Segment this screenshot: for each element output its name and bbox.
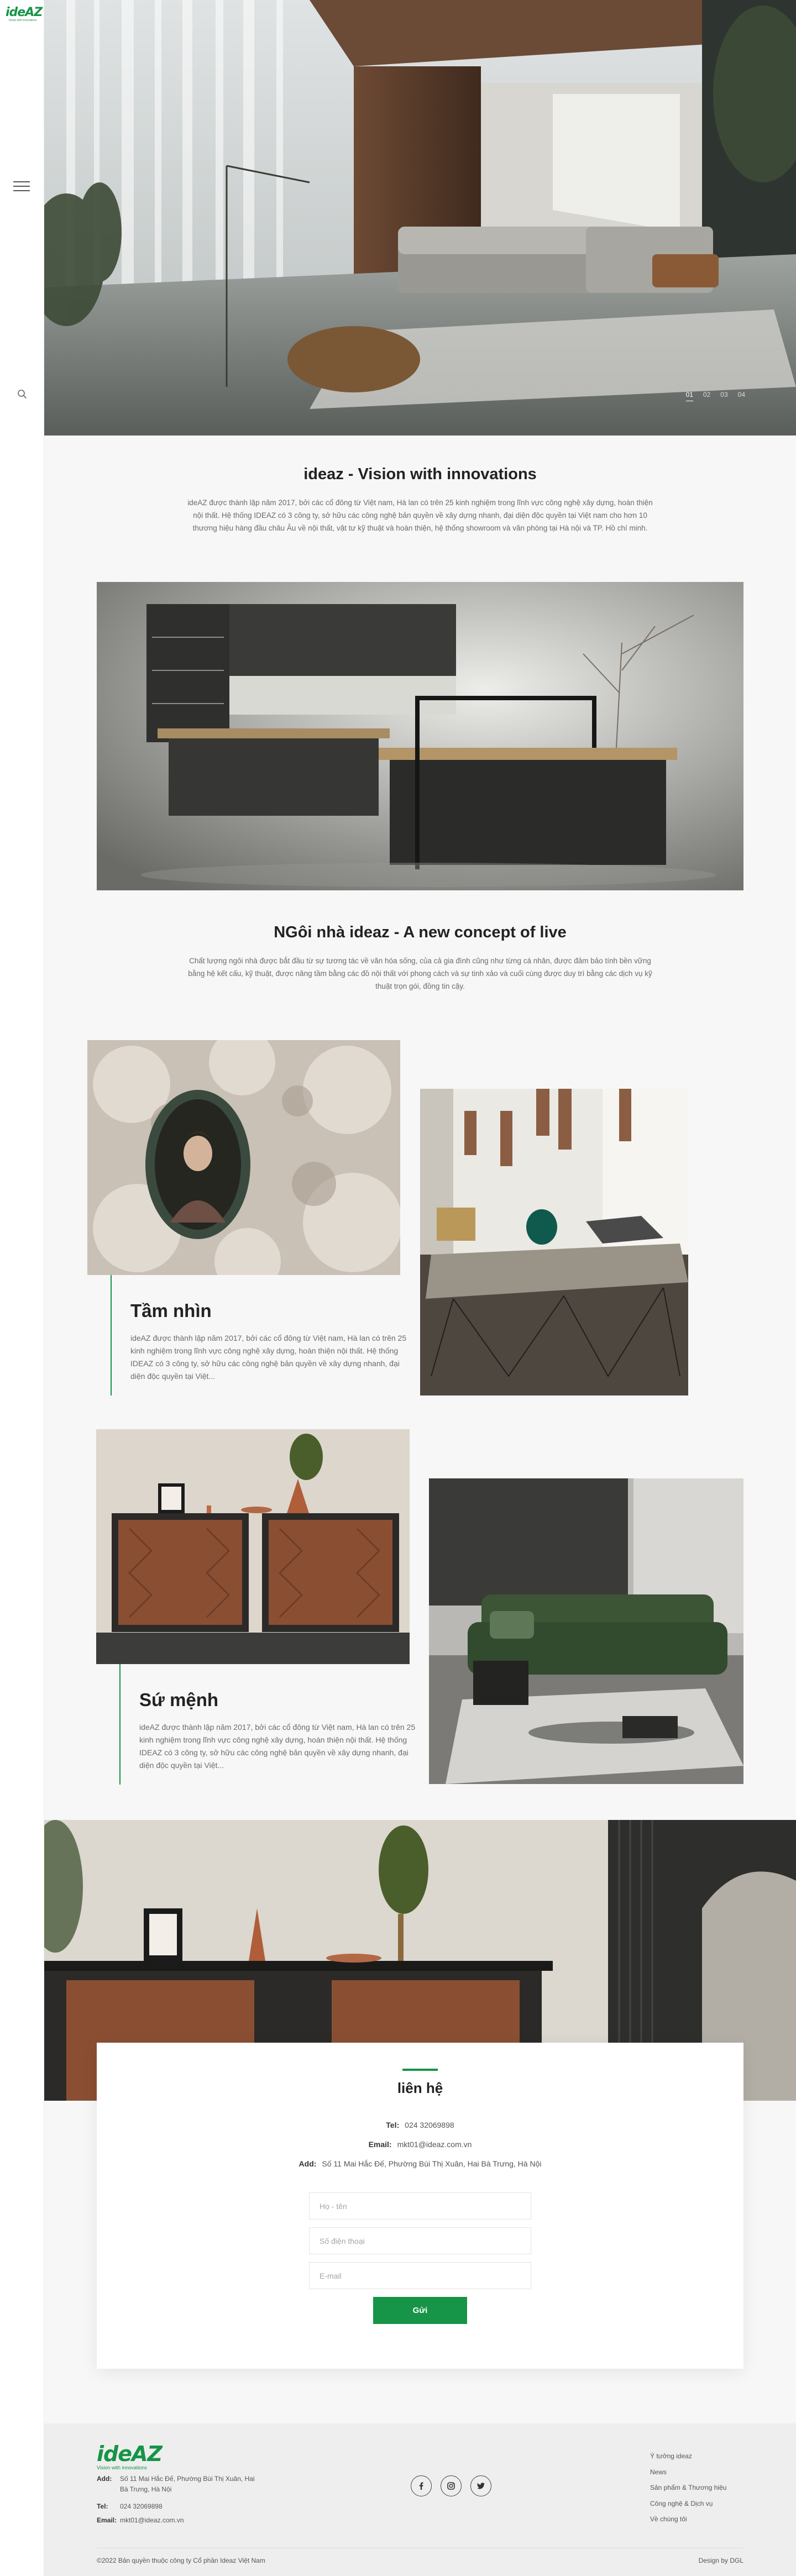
concept-title: NGôi nhà ideaz - A new concept of live (274, 924, 567, 941)
name-input[interactable] (309, 2192, 531, 2220)
footer-link-products-brands[interactable]: Sản phẩm & Thương hiệu (650, 2484, 727, 2491)
mission-title: Sứ mệnh (139, 1690, 219, 1710)
mission-text: ideAZ được thành lập năm 2017, bởi các cổ đông từ Việt nam, Hà lan có trên 25 kinh nghiệm trong lĩnh vực công nghệ xây dựng, hoàn thiện nội thất. Hệ thống IDEAZ có 3 công ty, sở hữu các công nghệ bản quyền về xây dựng nhanh, đại diện độc quyền tại Việt... (139, 1723, 416, 1770)
vision-table-image (420, 1089, 688, 1395)
instagram-icon[interactable] (441, 2475, 462, 2496)
email-input[interactable] (309, 2262, 531, 2289)
contact-address-label: Add: (298, 2159, 317, 2168)
contact-address-row (97, 2159, 743, 2168)
search-icon[interactable] (17, 389, 28, 400)
footer-link-ideaz-idea[interactable]: Ý tưởng ideaz (650, 2452, 692, 2460)
footer-email-label: Email: (97, 2516, 117, 2524)
hero-banner (44, 0, 796, 436)
slider-dot-1[interactable]: 01 (686, 391, 693, 401)
kitchen-image (97, 582, 743, 890)
facebook-icon[interactable] (411, 2475, 432, 2496)
hamburger-icon[interactable] (12, 178, 31, 195)
footer-link-news[interactable]: News (650, 2468, 667, 2476)
submit-button[interactable]: Gửi (373, 2297, 467, 2324)
logo-tagline: Vision with innovations (8, 19, 37, 22)
brand-logo[interactable] (6, 6, 43, 23)
social-links (411, 2475, 491, 2496)
footer-nav (650, 2448, 726, 2527)
vision-accent-line (111, 1275, 112, 1395)
footer-logo-tagline: Vision with innovations (97, 2465, 147, 2470)
twitter-icon[interactable] (470, 2475, 491, 2496)
footer (44, 2423, 796, 2576)
footer-link-technology-services[interactable]: Công nghệ & Dịch vụ (650, 2499, 713, 2507)
slider-dot-2[interactable]: 02 (703, 391, 711, 398)
footer-phone-row (97, 2501, 264, 2512)
sidebar (0, 0, 44, 2576)
contact-form-card (97, 2043, 743, 2369)
hero-slider-pagination (686, 391, 745, 401)
footer-email[interactable]: mkt01@ideaz.com.vn (120, 2516, 184, 2524)
footer-logo-wordmark: ideAZ (97, 2442, 162, 2466)
contact-email-row (97, 2140, 743, 2149)
phone-input[interactable] (309, 2227, 531, 2254)
slider-dot-3[interactable]: 03 (720, 391, 728, 398)
concept-text: Chất lượng ngôi nhà được bắt đầu từ sự tương tác về văn hóa sống, của cả gia đình cũng như từng cá nhân, được đảm bảo tính bền vững bằng hệ kết cấu, kỹ thuật, được nâng tầm bằng các đồ nội thất với phong cách và sự tinh xảo và cuối cùng được duy trì bằng các dịch vụ kỹ thuật trọn gói, đồng tin cậy. (188, 957, 652, 990)
footer-phone[interactable]: 024 32069898 (120, 2502, 163, 2510)
contact-phone[interactable]: 024 32069898 (405, 2121, 454, 2129)
contact-phone-row (97, 2121, 743, 2129)
contact-email-label: Email: (368, 2140, 392, 2149)
footer-address: Số 11 Mai Hắc Đế, Phường Bùi Thị Xuân, Hai Bà Trưng, Hà Nội (120, 2475, 255, 2493)
contact-accent-bar (402, 2069, 438, 2071)
vision-title: Tầm nhìn (130, 1300, 212, 1321)
footer-email-row (97, 2515, 264, 2526)
intro-title: ideaz - Vision with innovations (303, 465, 537, 483)
footer-address-label: Add: (97, 2475, 112, 2483)
footer-design-credit[interactable]: Design by DGL (698, 2557, 743, 2564)
contact-phone-label: Tel: (386, 2121, 400, 2129)
footer-link-about-us[interactable]: Về chúng tôi (650, 2515, 687, 2523)
footer-phone-label: Tel: (97, 2502, 108, 2510)
logo-wordmark: ideAZ (6, 6, 43, 19)
mission-accent-line (119, 1664, 121, 1785)
vision-ornament-image (87, 1040, 400, 1275)
mission-cabinet-image (96, 1429, 410, 1664)
footer-address-row (97, 2474, 264, 2495)
contact-email[interactable]: mkt01@ideaz.com.vn (397, 2140, 472, 2149)
footer-copyright: ©2022 Bản quyền thuộc công ty Cổ phần Ideaz Việt Nam (97, 2557, 265, 2564)
footer-logo[interactable] (97, 2443, 162, 2472)
intro-text: ideAZ được thành lập năm 2017, bởi các cổ đông từ Việt nam, Hà lan có trên 25 kinh nghiệm trong lĩnh vực công nghệ xây dựng, hoàn thiện nội thất. Hệ thống IDEAZ có 3 công ty, sở hữu các công nghệ bản quyền về xây dựng nhanh, đại diện độc quyền tại Việt nam cho hơn 10 thương hiệu hàng đầu châu Âu về nội thất, vật tư kỹ thuật và hoàn thiện, hệ thống showroom và văn phòng tại Hà nội và TP. Hồ chí minh. (187, 499, 653, 532)
contact-title: liên hệ (397, 2080, 443, 2096)
hero-living-room-image (44, 0, 796, 436)
mission-sofa-image (429, 1478, 743, 1784)
vision-text: ideAZ được thành lập năm 2017, bởi các cổ đông từ Việt nam, Hà lan có trên 25 kinh nghiệm trong lĩnh vực công nghệ xây dựng, hoàn thiện nội thất. Hệ thống IDEAZ có 3 công ty, sở hữu các công nghệ bản quyền về xây dựng nhanh, đại diện độc quyền tại Việt... (130, 1334, 407, 1381)
slider-dot-4[interactable]: 04 (737, 391, 745, 398)
contact-address: Số 11 Mai Hắc Đế, Phường Bùi Thị Xuân, Hai Bà Trưng, Hà Nội (322, 2159, 542, 2168)
